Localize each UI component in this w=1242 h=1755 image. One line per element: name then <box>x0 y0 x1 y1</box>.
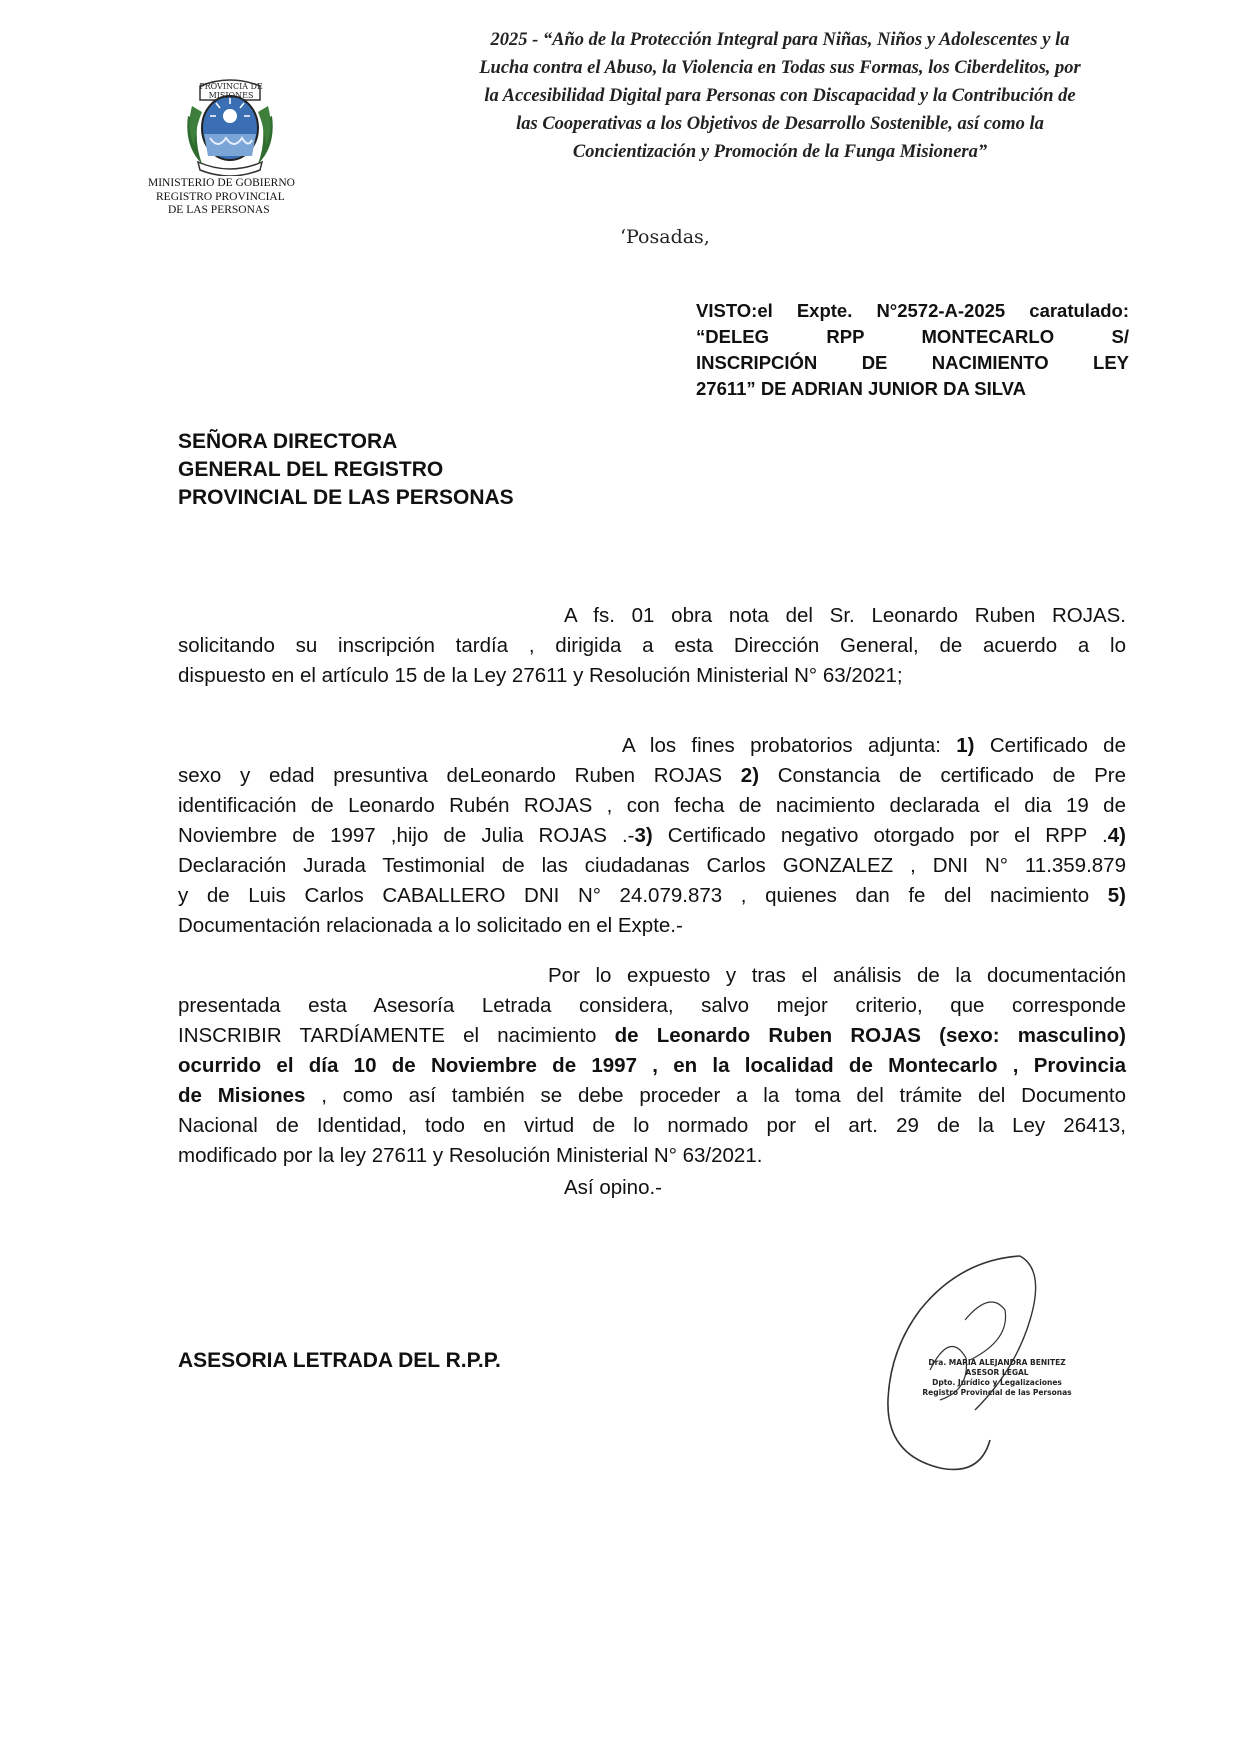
text-run: y de Luis Carlos CABALLERO DNI N° 24.079.873 , quienes dan fe del nacimiento <box>178 884 1108 907</box>
body-line: Documentación relacionada a lo solicitado en el Expte.- <box>178 914 683 937</box>
body-line: dispuesto en el artículo 15 de la Ley 27611 y Resolución Ministerial N° 63/2021; <box>178 664 903 687</box>
body-line <box>178 1051 1126 1081</box>
text-run: Certificado negativo otorgado por el RPP . <box>652 824 1108 847</box>
motto-line: 2025 - “Año de la Protección Integral para Niñas, Niños y Adolescentes y la <box>490 30 1070 50</box>
paragraph-probatorios <box>178 731 1126 941</box>
text-run: Noviembre de 1997 ,hijo de Julia ROJAS .- <box>178 824 635 847</box>
body-line <box>178 761 1126 791</box>
year-motto <box>420 26 1140 166</box>
text-run: Certificado de <box>974 734 1126 757</box>
body-line <box>178 1081 1126 1111</box>
body-line: solicitando su inscripción tardía , dirigida a esta Dirección General, de acuerdo a lo <box>178 634 1126 657</box>
body-line <box>178 821 1126 851</box>
paragraph-nota <box>178 601 1126 691</box>
visto-reference <box>696 298 1129 402</box>
bold-run: de Leonardo Ruben ROJAS (sexo: masculino) <box>614 1024 1126 1047</box>
closing-text: Así opino.- <box>564 1176 662 1199</box>
bold-run: ocurrido el día 10 de Noviembre de 1997 , en la localidad de Montecarlo , Provincia <box>178 1054 1126 1077</box>
motto-line: Lucha contra el Abuso, la Violencia en Todas sus Formas, los Ciberdelitos, por <box>479 58 1081 78</box>
item-number: 4) <box>1107 824 1126 847</box>
ministry-line: MINISTERIO DE GOBIERNO <box>148 177 295 189</box>
item-number: 5) <box>1107 884 1126 907</box>
stamp-line: Registro Provincial de las Personas <box>922 1388 1072 1397</box>
addressee-line: PROVINCIAL DE LAS PERSONAS <box>178 486 514 509</box>
body-line: modificado por la ley 27611 y Resolución Ministerial N° 63/2021. <box>178 1144 763 1167</box>
motto-line: la Accesibilidad Digital para Personas con Discapacidad y la Contribución de <box>484 86 1076 106</box>
body-line <box>178 881 1126 911</box>
body-line: A fs. 01 obra nota del Sr. Leonardo Ruben ROJAS. <box>564 604 1126 627</box>
motto-line: las Cooperativas a los Objetivos de Desarrollo Sostenible, así como la <box>516 114 1044 134</box>
text-run: INSCRIBIR TARDÍAMENTE el nacimiento <box>178 1024 615 1047</box>
text-run: Constancia de certificado de Pre <box>759 764 1126 787</box>
visto-line: 27611” DE ADRIAN JUNIOR DA SILVA <box>696 378 1026 399</box>
crest-text: PROVINCIA DE MISIONES <box>199 82 263 100</box>
addressee-line: SEÑORA DIRECTORA <box>178 430 398 453</box>
addressee-line: GENERAL DEL REGISTRO <box>178 458 444 481</box>
item-number: 1) <box>956 734 975 757</box>
body-line: Nacional de Identidad, todo en virtud de lo normado por el art. 29 de la Ley 26413, <box>178 1114 1126 1137</box>
body-line: Declaración Jurada Testimonial de las ciudadanas Carlos GONZALEZ , DNI N° 11.359.879 <box>178 854 1126 877</box>
bold-run: de Misiones <box>178 1084 306 1107</box>
visto-line: INSCRIPCIÓN DE NACIMIENTO LEY <box>696 352 1129 373</box>
stamp-line: Dpto. Jurídico y Legalizaciones <box>932 1378 1062 1387</box>
motto-line: Concientización y Promoción de la Funga Misionera” <box>572 142 988 162</box>
stamp-line: ASESOR LEGAL <box>965 1368 1029 1377</box>
body-line: presentada esta Asesoría Letrada considera, salvo mejor criterio, que corresponde <box>178 994 1126 1017</box>
body-line <box>178 1021 1126 1051</box>
ministry-line: DE LAS PERSONAS <box>168 204 270 216</box>
stamp-line: Dra. MARIA ALEJANDRA BENITEZ <box>928 1358 1066 1367</box>
visto-line: VISTO:el Expte. N°2572-A-2025 caratulado: <box>696 300 1129 321</box>
body-line: Por lo expuesto y tras el análisis de la documentación <box>548 964 1126 987</box>
body-line: identificación de Leonardo Rubén ROJAS , con fecha de nacimiento declarada el dia 19 de <box>178 794 1126 817</box>
item-number: 2) <box>740 764 760 787</box>
body-line <box>178 731 1126 761</box>
visto-line: “DELEG RPP MONTECARLO S/ <box>696 326 1129 347</box>
signatory-office: ASESORIA LETRADA DEL R.P.P. <box>178 1349 501 1372</box>
ministry-line: REGISTRO PROVINCIAL <box>156 190 285 203</box>
text-run: A los fines probatorios adjunta: <box>622 734 957 757</box>
paragraph-dictamen <box>178 961 1126 1171</box>
item-number: 3) <box>634 824 653 847</box>
legal-advisor-stamp <box>922 1358 1072 1398</box>
text-run: , como así también se debe proceder a la toma del trámite del Documento <box>305 1084 1126 1107</box>
place-date: ‘Posadas, <box>620 226 710 248</box>
addressee-block <box>178 428 514 512</box>
ministry-heading <box>148 177 338 218</box>
text-run: sexo y edad presuntiva deLeonardo Ruben ROJAS <box>178 764 741 787</box>
